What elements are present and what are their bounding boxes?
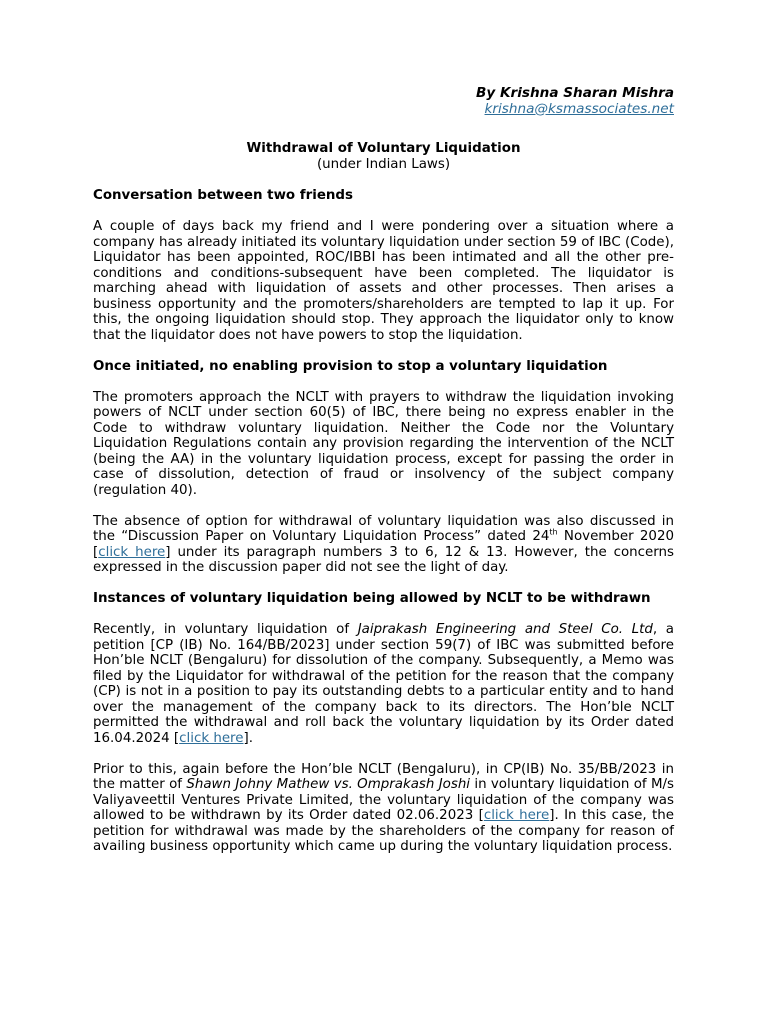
paragraph-discussion-paper [93,514,674,576]
discussion-paper-link[interactable]: click here [98,544,166,560]
text-span: ]. In this case, the petition for withdrawal was made by the shareholders of the company for reason of availing business opportunity which came up during the voluntary liquidation process. [93,808,674,854]
document-page [93,86,674,855]
superscript-th: th [549,527,558,537]
text-span: ]. [243,730,253,746]
text-span: in voluntary liquidation of M/s Valiyaveettil Ventures Private Limited, the voluntary liquidation of the company was allowed to be withdrawn by its Order dated 02.06.2023 [ [93,777,675,823]
author-byline: By Krishna Sharan Mishra [476,85,674,101]
paragraph-jaiprakash-case [93,622,674,746]
case-name-italic: Jaiprakash Engineering and Steel Co. Ltd [357,622,653,637]
email-link[interactable]: krishna@ksmassociates.net [484,100,674,117]
order-2023-link[interactable]: click here [483,808,550,823]
text-span: ] under its paragraph numbers 3 to 6, 12 & 13. However, the concerns expressed in the discussion paper did not see the light of day. [93,544,674,575]
text-span: Recently, in voluntary liquidation of [93,622,358,637]
section-heading-conversation: Conversation between two friends [93,188,353,203]
case-name-italic: Shawn Johny Mathew vs. Omprakash Joshi [186,777,471,792]
paragraph-conversation: A couple of days back my friend and I were pondering over a situation where a company has already initiated its voluntary liquidation under section 59 of IBC (Code), Liquidator has been appointed, ROC/IBBI has been intimated and all the other pre-conditions and conditions-subsequent have been completed. The liquidator is marching ahead with liquidation of assets and other processes. Then arises a business opportunity and the promoters/shareholders are tempted to lap it up. For this, the ongoing liquidation should stop. They approach the liquidator only to know that the liquidator does not have powers to stop the liquidation. [93,219,674,343]
section-heading-no-provision: Once initiated, no enabling provision to stop a voluntary liquidation [93,358,608,374]
document-subtitle: (under Indian Laws) [316,156,451,172]
text-span: November 2020 [ [93,529,674,560]
paragraph-valiyaveettil-case [93,762,674,855]
text-span: The absence of option for withdrawal of voluntary liquidation was also discussed in the “Discussion Paper on Voluntary Liquidation Process” dated 24 [93,513,674,544]
text-span: Prior to this, again before the Hon’ble NCLT (Bengaluru), in CP(IB) No. 35/BB/2023 in the matter of [93,761,674,792]
paragraph-promoters-approach: The promoters approach the NCLT with prayers to withdraw the liquidation invoking powers of NCLT under section 60(5) of IBC, there being no express enabler in the Code to withdraw voluntary liquidation. Neither the Code nor the Voluntary Liquidation Regulations contain any provision regarding the intervention of the NCLT (being the AA) in the voluntary liquidation process, except for passing the order in case of dissolution, detection of fraud or insolvency of the subject company (regulation 40). [93,389,674,498]
order-2024-link[interactable]: click here [179,730,244,746]
text-span: , a petition [CP (IB) No. 164/BB/2023] under section 59(7) of IBC was submitted before Hon’ble NCLT (Bengaluru) for dissolution of the company. Subsequently, a Memo was filed by the Liquidator for withdrawal of the petition for the reason that the company (CP) is not in a position to pay its outstanding debts to a particular entity and to hand over the management of the company back to its directors. The Hon’ble NCLT permitted the withdrawal and roll back the voluntary liquidation by its Order dated 16.04.2024 [ [93,622,674,746]
document-title: Withdrawal of Voluntary Liquidation [246,141,521,156]
section-heading-instances: Instances of voluntary liquidation being allowed by NCLT to be withdrawn [93,591,651,606]
author-email [93,102,674,118]
